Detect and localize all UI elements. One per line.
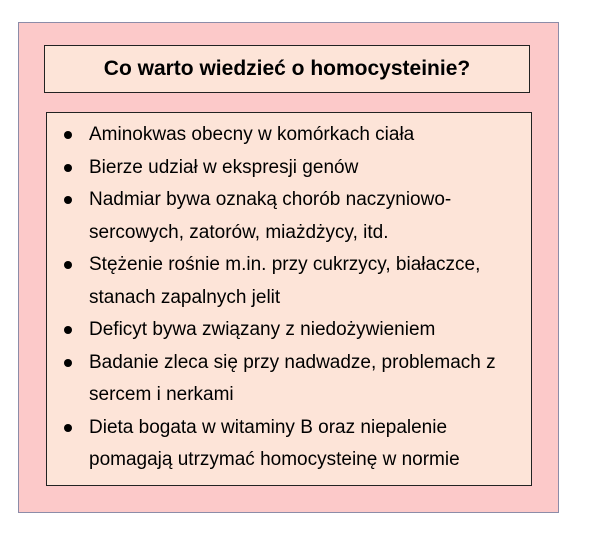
bullet-icon (64, 196, 72, 204)
list-item-text: Aminokwas obecny w komórkach ciała (89, 124, 415, 145)
list-item-text: Deficyt bywa związany z niedożywieniem (89, 319, 436, 340)
list-item-text: Stężenie rośnie m.in. przy cukrzycy, białaczce, stanach zapalnych jelit (89, 254, 481, 308)
bullet-icon (64, 359, 72, 367)
list-item (47, 119, 531, 152)
list-item (47, 249, 531, 314)
list-item (47, 184, 531, 249)
bullet-icon (64, 326, 72, 334)
panel-title: Co warto wiedzieć o homocysteinie? (103, 57, 471, 80)
bullet-icon (64, 131, 72, 139)
list-item-text: Nadmiar bywa oznaką chorób naczyniowo-sercowych, zatorów, miażdżycy, itd. (89, 189, 452, 243)
bullet-icon (64, 261, 72, 269)
list-item (47, 314, 531, 347)
title-box (44, 45, 530, 93)
facts-list (47, 113, 531, 477)
list-item (47, 347, 531, 412)
info-panel (18, 22, 559, 513)
list-item-text: Dieta bogata w witaminy B oraz niepalenie pomagają utrzymać homocysteinę w normie (89, 416, 460, 470)
list-item (47, 412, 531, 477)
facts-box (46, 112, 532, 486)
list-item-text: Bierze udział w ekspresji genów (89, 156, 359, 178)
bullet-icon (64, 164, 72, 172)
bullet-icon (64, 424, 72, 432)
list-item (47, 152, 531, 185)
list-item-text: Badanie zleca się przy nadwadze, problemach z sercem i nerkami (89, 351, 496, 405)
